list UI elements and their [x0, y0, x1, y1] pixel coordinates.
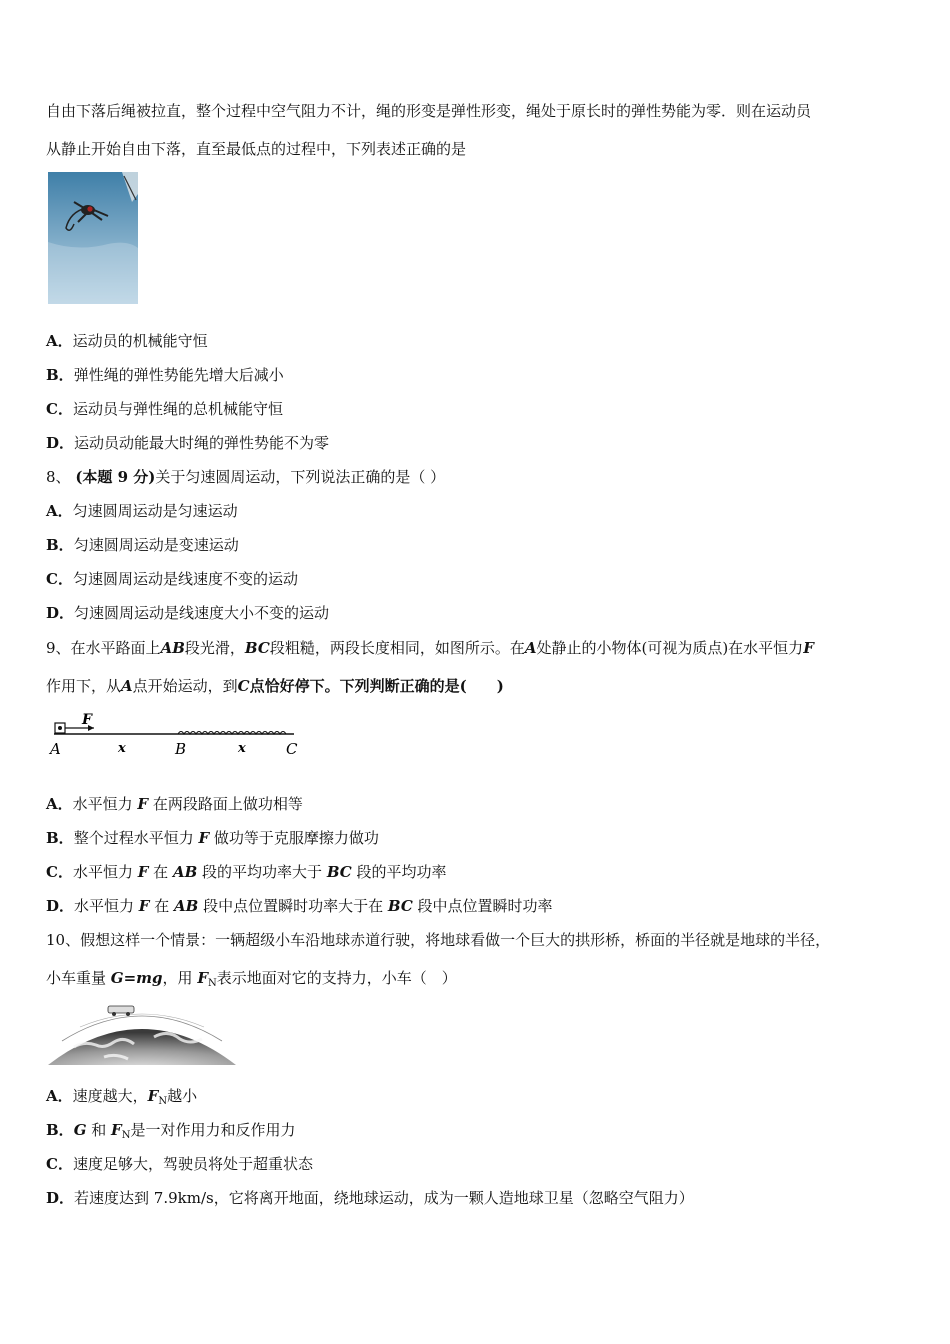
text: 段的平均功率大于 — [197, 863, 327, 881]
option-label: D． — [46, 897, 75, 915]
option-text: 运动员动能最大时绳的弹性势能不为零 — [74, 434, 330, 452]
option-text: 匀速圆周运动是匀速运动 — [72, 502, 238, 520]
option-text: 匀速圆周运动是线速度大小不变的运动 — [74, 604, 330, 622]
text: 速度足够大，驾驶员将处于超重状态 — [72, 1155, 313, 1173]
text: 水平恒力 — [72, 795, 138, 813]
option-label: C． — [46, 863, 73, 881]
point-b-label: B — [175, 740, 187, 758]
text: 点恰好停下。下列判断正确的是( ) — [249, 677, 504, 695]
q7-option-a — [46, 331, 208, 351]
option-label: D． — [46, 604, 75, 622]
question-text: 关于匀速圆周运动，下列说法正确的是（ ） — [155, 468, 446, 486]
text: 假想这样一个情景：一辆超级小车沿地球赤道行驶，将地球看做一个巨大的拱形桥，桥面的半径就是地球的半径， — [80, 931, 831, 949]
q9-option-b — [46, 828, 379, 848]
var: C — [237, 677, 250, 695]
q8-option-a — [46, 501, 238, 521]
q10-stem-line2 — [46, 968, 457, 994]
var: AB — [174, 897, 199, 915]
text: 和 — [86, 1121, 112, 1139]
q7-option-d — [46, 433, 329, 453]
q10-option-b — [46, 1120, 295, 1146]
text: 段粗糙，两段长度相同，如图所示。在 — [269, 639, 525, 657]
q8-option-b — [46, 535, 239, 555]
var: BC — [244, 639, 270, 657]
var: F — [137, 795, 149, 813]
force-label: F — [82, 712, 92, 728]
track-diagram — [46, 708, 306, 760]
text: 速度越大， — [72, 1087, 148, 1105]
text: ，用 — [162, 969, 198, 987]
question-number: 9、 — [46, 639, 71, 657]
q8-option-c — [46, 569, 298, 589]
q9-stem-line2 — [46, 676, 504, 696]
option-label: C． — [46, 1155, 73, 1173]
var: BC — [387, 897, 413, 915]
text: 在水平路面上 — [70, 639, 161, 657]
text: 段中点位置瞬时功率 — [412, 897, 553, 915]
car — [108, 1006, 134, 1013]
var: F — [198, 829, 210, 847]
bungee-jumper-photo — [48, 172, 138, 304]
option-label: A． — [46, 1087, 73, 1105]
text: 点开始运动，到 — [132, 677, 238, 695]
text: 表示地面对它的支持力，小车（ ） — [216, 969, 457, 987]
text: 越小 — [167, 1087, 198, 1105]
text: 段光滑， — [184, 639, 245, 657]
option-label: A． — [46, 332, 73, 350]
q9-option-c — [46, 862, 447, 882]
var: AB — [160, 639, 185, 657]
text: 在 — [148, 863, 173, 881]
option-text: 匀速圆周运动是变速运动 — [73, 536, 239, 554]
option-label: B． — [46, 366, 74, 384]
option-text: 运动员与弹性绳的总机械能守恒 — [72, 400, 283, 418]
subscript: N — [121, 1130, 131, 1141]
q7-option-b — [46, 365, 284, 385]
q8-stem — [46, 467, 445, 487]
text: 水平恒力 — [72, 863, 138, 881]
q8-option-d — [46, 603, 329, 623]
var: G=mg — [110, 969, 163, 987]
q10-option-d — [46, 1188, 694, 1208]
option-label: D． — [46, 434, 75, 452]
text: 整个过程水平恒力 — [73, 829, 199, 847]
q9-option-d — [46, 896, 553, 916]
text: 作用下，从 — [46, 677, 122, 695]
question-number: 10、 — [46, 931, 81, 949]
text: 若速度达到 7.9km/s，它将离开地面，绕地球运动，成为一颗人造地球卫星（忽略空气阻力） — [74, 1189, 694, 1207]
question-number: 8、 — [46, 468, 71, 486]
text: 在两段路面上做功相等 — [148, 795, 303, 813]
text: 小车重量 — [46, 969, 111, 987]
subscript: N — [207, 978, 217, 989]
var: F — [803, 639, 814, 657]
text: 段的平均功率 — [351, 863, 447, 881]
q9-option-a — [46, 794, 303, 814]
option-label: B． — [46, 536, 74, 554]
option-label: A． — [46, 795, 73, 813]
option-label: D． — [46, 1189, 75, 1207]
var: F — [147, 1087, 159, 1105]
q10-option-a — [46, 1086, 197, 1112]
q10-stem-line1 — [46, 930, 830, 950]
q10-option-c — [46, 1154, 313, 1174]
var: F — [111, 1121, 122, 1139]
option-label: C． — [46, 400, 73, 418]
option-label: A． — [46, 502, 73, 520]
var: BC — [326, 863, 352, 881]
option-label: C． — [46, 570, 73, 588]
option-text: 运动员的机械能守恒 — [72, 332, 208, 350]
var: F — [137, 863, 149, 881]
q7-intro-line2: 从静止开始自由下落，直至最低点的过程中，下列表述正确的是 — [46, 140, 467, 158]
earth-car-illustration — [44, 997, 240, 1069]
var: G — [73, 1121, 87, 1139]
option-label: B． — [46, 1121, 74, 1139]
var: F — [197, 969, 208, 987]
option-label: B． — [46, 829, 74, 847]
text: 是一对作用力和反作用力 — [130, 1121, 296, 1139]
var: F — [138, 897, 150, 915]
text: 水平恒力 — [74, 897, 139, 915]
text: 段中点位置瞬时功率大于在 — [198, 897, 388, 915]
text: 处静止的小物体(可视为质点)在水平恒力 — [536, 639, 804, 657]
var: AB — [172, 863, 198, 881]
segment-bc-label: x — [238, 741, 246, 756]
option-text: 匀速圆周运动是线速度不变的运动 — [72, 570, 298, 588]
text: 做功等于克服摩擦力做功 — [209, 829, 379, 847]
point-c-label: C — [286, 740, 298, 758]
text: 在 — [149, 897, 174, 915]
score-tag: (本题 9 分) — [75, 468, 156, 486]
q7-option-c — [46, 399, 283, 419]
subscript: N — [158, 1096, 168, 1107]
q7-intro-line1: 自由下落后绳被拉直，整个过程中空气阻力不计，绳的形变是弹性形变，绳处于原长时的弹性势能为零．则在运动员 — [46, 102, 812, 120]
option-text: 弹性绳的弹性势能先增大后减小 — [73, 366, 284, 384]
segment-ab-label: x — [118, 741, 126, 756]
var: A — [524, 639, 537, 657]
var: A — [121, 677, 133, 695]
q9-stem-line1 — [46, 638, 814, 658]
point-a-label: A — [50, 740, 61, 758]
